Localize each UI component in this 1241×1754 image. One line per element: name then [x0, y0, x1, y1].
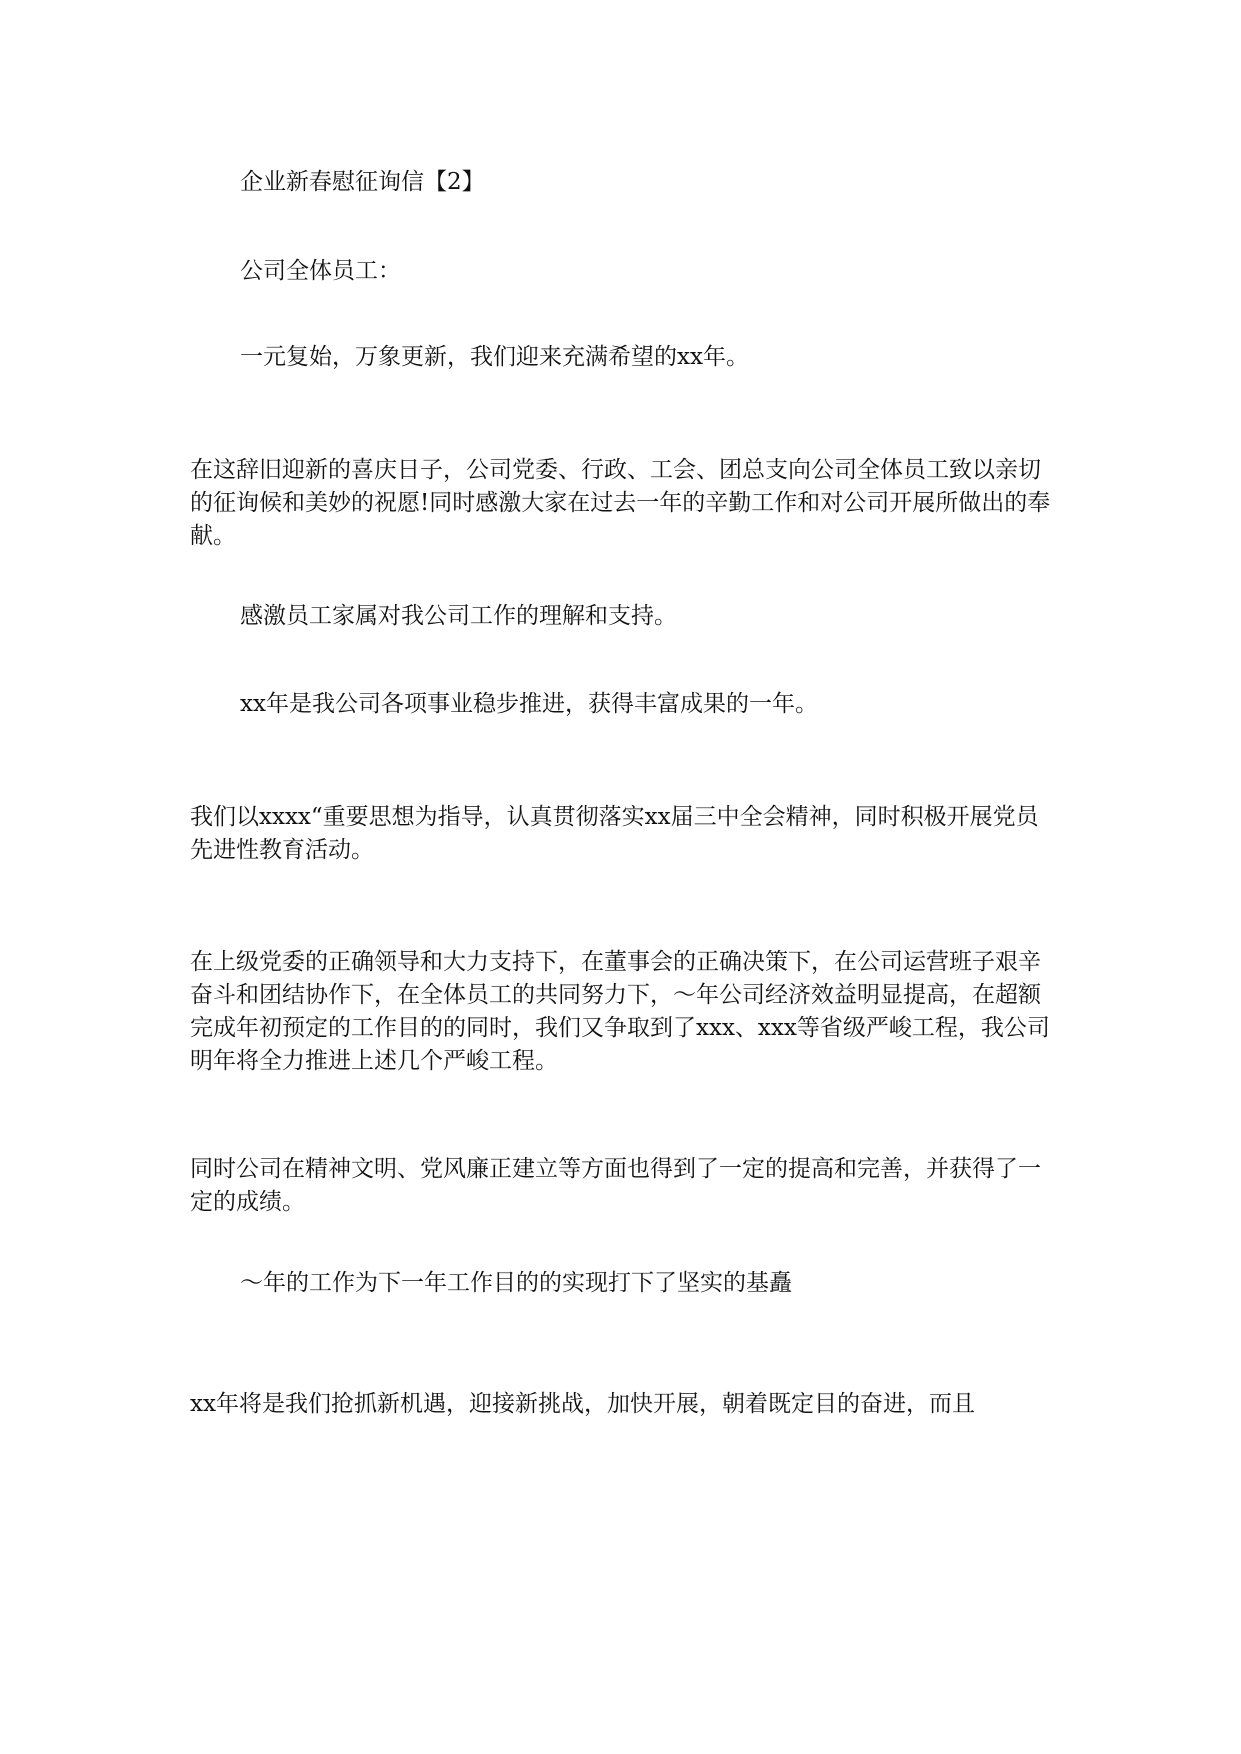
paragraph: 我们以xxxx“重要思想为指导，认真贯彻落实xx届三中全会精神，同时积极开展党员先进性教育活动。: [190, 804, 1039, 863]
paragraph: 同时公司在精神文明、党风廉正建立等方面也得到了一定的提高和完善，并获得了一定的成绩。: [190, 1156, 1041, 1215]
salutation: 公司全体员工：: [240, 258, 401, 284]
paragraph: 一元复始，万象更新，我们迎来充满希望的xx年。: [240, 344, 749, 370]
paragraph: 在这辞旧迎新的喜庆日子，公司党委、行政、工会、团总支向公司全体员工致以亲切的征询候和美妙的祝愿!同时感激大家在过去一年的辛勤工作和对公司开展所做出的奉献。: [190, 457, 1051, 549]
paragraph: 在上级党委的正确领导和大力支持下，在董事会的正确决策下，在公司运营班子艰辛奋斗和团结协作下，在全体员工的共同努力下，～年公司经济效益明显提高，在超额完成年初预定的工作目的的同时，我们又争取到了xxx、xxx等省级严峻工程，我公司明年将全力推进上述几个严峻工程。: [190, 949, 1050, 1074]
document-title: 企业新春慰征询信【2】: [240, 169, 485, 195]
paragraph: xx年将是我们抢抓新机遇，迎接新挑战，加快开展，朝着既定目的奋进，而且: [190, 1391, 975, 1417]
paragraph: xx年是我公司各项事业稳步推进，获得丰富成果的一年。: [240, 691, 818, 717]
paragraph: 感激员工家属对我公司工作的理解和支持。: [240, 603, 677, 629]
paragraph: ～年的工作为下一年工作目的的实现打下了坚实的基矗: [240, 1270, 792, 1296]
